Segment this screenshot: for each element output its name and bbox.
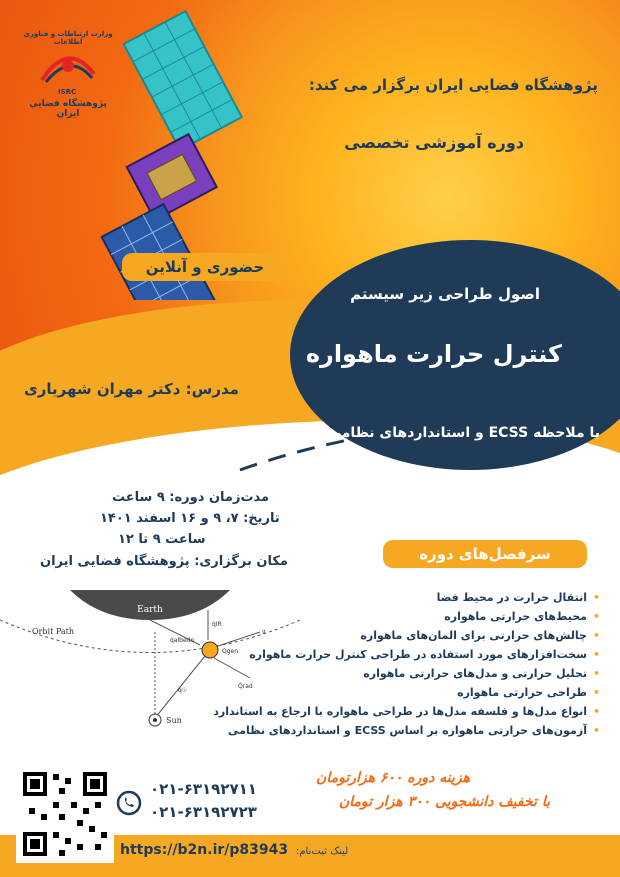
- syllabus-heading: سرفصل‌های دوره: [383, 540, 587, 568]
- syllabus-item: •انواع مدل‌ها و فلسفه مدل‌ها در طراحی ماهواره با ارجاع به استاندارد: [213, 705, 600, 718]
- ministry-text: وزارت ارتباطات و فناوری اطلاعات: [23, 30, 113, 46]
- bullet-icon: •: [592, 610, 600, 623]
- orbit-label: Orbit Path: [32, 627, 74, 636]
- fee-line1: هزینه دوره ۶۰۰ هزارتومان: [316, 770, 470, 786]
- qr-code[interactable]: [16, 765, 114, 863]
- organizer-text: پژوهشگاه فضایی ایران برگزار می کند:: [308, 76, 598, 94]
- satellite-node: [202, 642, 218, 658]
- bullet-icon: •: [592, 705, 600, 718]
- q-rad-label: Q̇rad: [238, 683, 253, 690]
- qr-code-icon: [19, 768, 111, 860]
- course-type-text: دوره آموزشی تخصصی: [344, 133, 524, 152]
- duration-text: مدت‌زمان دوره: ۹ ساعت: [112, 490, 270, 505]
- bullet-icon: •: [592, 667, 600, 680]
- phone-2[interactable]: ۰۲۱-۶۳۱۹۲۷۲۳: [150, 803, 257, 821]
- instructor-text: مدرس: دکتر مهران شهریاری: [24, 380, 239, 398]
- isrc-logo: [18, 22, 118, 117]
- time-text: ساعت ۹ تا ۱۲: [118, 532, 206, 547]
- syllabus-item: •طراحی حرارتی ماهواره: [457, 686, 600, 699]
- title-line3: با ملاحظه ECSS و استانداردهای نظامی: [327, 425, 600, 441]
- syllabus-item: •چالش‌های حرارتی برای المان‌های ماهواره: [360, 629, 600, 642]
- bullet-icon: •: [592, 686, 600, 699]
- title-line1: اصول طراحی زیر سیستم: [350, 285, 540, 303]
- q-gen-label: Qgen: [222, 648, 239, 655]
- q-ir-label: q̇IR: [212, 621, 222, 628]
- q-albedo-label: q̇albedo: [170, 637, 195, 644]
- registration-link[interactable]: https://b2n.ir/p83943: [120, 842, 289, 858]
- isrc-emblem-icon: [36, 44, 100, 88]
- center-name: پژوهشگاه فضایی ایران: [29, 99, 107, 119]
- bullet-icon: •: [592, 591, 600, 604]
- sun-label: Sun: [166, 716, 182, 725]
- syllabus-item: •سخت‌افزارهای مورد استفاده در طراحی کنترل حرارت ماهواره: [249, 648, 600, 661]
- registration-link-label: لینک ثبت‌نام:: [296, 846, 349, 857]
- orbit-diagram: [0, 590, 300, 740]
- phone-1[interactable]: ۰۲۱-۶۳۱۹۲۷۱۱: [150, 780, 257, 798]
- isrc-label: ISRC: [58, 88, 77, 96]
- title-line2: کنترل حرارت ماهواره: [305, 340, 562, 368]
- syllabus-item: •محیط‌های حرارتی ماهواره: [444, 610, 600, 623]
- venue-text: مکان برگزاری: پژوهشگاه فضایی ایران: [40, 554, 288, 569]
- bullet-icon: •: [592, 648, 600, 661]
- dates-text: تاریخ: ۷، ۹ و ۱۶ اسفند ۱۴۰۱: [100, 511, 280, 526]
- syllabus-item: •آزمون‌های حرارتی ماهواره بر اساس ECSS و استانداردهای نظامی: [228, 724, 600, 737]
- q-sun-label: q̇☉: [178, 687, 188, 694]
- earth-label: Earth: [137, 605, 163, 615]
- syllabus-item: •انتقال حرارت در محیط فضا: [436, 591, 600, 604]
- mode-badge: حضوری و آنلاین: [122, 253, 288, 281]
- syllabus-item: •تحلیل حرارتی و مدل‌های حرارتی ماهواره: [363, 667, 600, 680]
- bullet-icon: •: [592, 724, 600, 737]
- v-label: v⃗: [262, 629, 266, 636]
- fee-line2: با تخفیف دانشجویی ۳۰۰ هزار تومان: [338, 794, 550, 810]
- bullet-icon: •: [592, 629, 600, 642]
- whatsapp-icon: [116, 790, 142, 816]
